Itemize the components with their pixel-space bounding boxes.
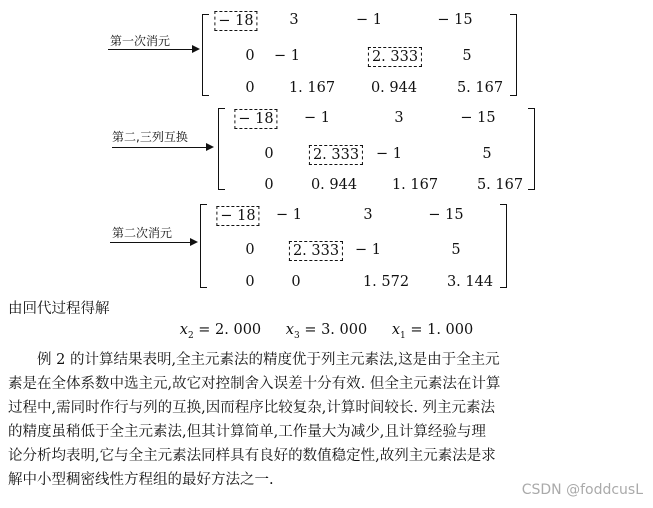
paragraph-line: 论分析均表明,它与全主元素法同样具有良好的数值稳定性,故列主元素法是求 [8, 448, 496, 464]
pivot-cell: 2. 333 [368, 47, 422, 67]
step-label: 第二次消元 [112, 226, 173, 240]
matrix-cell: 0 [245, 274, 255, 290]
arrow-icon [108, 49, 198, 50]
solution-x3: $x_3 = 3$. 000 [285, 322, 368, 341]
pivot-cell: − 18 [216, 206, 259, 226]
pivot-cell: 2. 333 [309, 145, 363, 165]
step-label: 第二,三列互换 [112, 130, 188, 144]
matrix-cell: 0 [245, 48, 255, 64]
matrix-right-bracket [528, 108, 535, 190]
solution-x2: $x_2 = 2$. 000 [179, 322, 262, 341]
matrix-right-bracket [500, 204, 507, 288]
matrix-cell: 1. 167 [288, 80, 336, 96]
explanation-paragraph [8, 348, 638, 492]
arrow-icon [110, 242, 196, 243]
matrix-cell: 3 [363, 207, 373, 223]
matrix-cell: − 1 [276, 207, 302, 223]
matrix-cell: − 1 [304, 110, 330, 126]
paragraph-line: 解中小型稠密线性方程组的最好方法之一. [8, 472, 274, 488]
matrix-cell: − 15 [428, 207, 464, 223]
pivot-cell: − 18 [214, 11, 257, 31]
matrix-cell: − 15 [437, 12, 473, 28]
step-label: 第一次消元 [110, 34, 171, 48]
back-substitution-label: 由回代过程得解 [8, 301, 110, 317]
pivot-cell: 2. 333 [289, 241, 343, 261]
watermark: CSDN @foddcusL [521, 482, 643, 498]
matrix-left-bracket [202, 14, 209, 96]
matrix-left-bracket [200, 204, 207, 288]
matrix-cell: 3 [289, 12, 299, 28]
matrix-cell: 5. 167 [476, 177, 524, 193]
paragraph-line: 素是在全体系数中选主元,故它对控制舍入误差十分有效. 但全主元素法在计算 [8, 376, 501, 392]
pivot-cell: − 18 [234, 109, 277, 129]
matrix-cell: 0 [264, 177, 274, 193]
matrix-cell: 5 [462, 48, 472, 64]
paragraph-line: 过程中,需同时作行与列的互换,因而程序比较复杂,计算时间较长. 列主元素法 [8, 400, 496, 416]
matrix-cell: 1. 572 [362, 274, 410, 290]
matrix-right-bracket [510, 14, 517, 96]
matrix-cell: − 1 [376, 146, 402, 162]
matrix-cell: − 1 [355, 242, 381, 258]
arrow-icon [112, 147, 212, 148]
matrix-cell: − 15 [460, 110, 496, 126]
matrix-cell: 3 [394, 110, 404, 126]
solution-line [0, 322, 653, 341]
matrix-cell: 5 [482, 146, 492, 162]
solution-x1: $x_1 = 1$. 000 [391, 322, 474, 341]
matrix-cell: 0. 944 [310, 177, 358, 193]
matrix-left-bracket [218, 108, 225, 190]
matrix-cell: 3. 144 [446, 274, 494, 290]
matrix-cell: − 1 [274, 48, 300, 64]
matrix-cell: 5 [451, 242, 461, 258]
matrix-cell: − 1 [356, 12, 382, 28]
matrix-cell: 0 [245, 242, 255, 258]
paragraph-line: 例 2 的计算结果表明,全主元素法的精度优于列主元素法,这是由于全主元 [8, 352, 500, 368]
paragraph-line: 的精度虽稍低于全主元素法,但其计算简单,工作量大为减少,且计算经验与理 [8, 424, 486, 440]
matrix-cell: 1. 167 [391, 177, 439, 193]
matrix-cell: 5. 167 [456, 80, 504, 96]
matrix-cell: 0 [245, 80, 255, 96]
matrix-cell: 0 [264, 146, 274, 162]
matrix-cell: 0. 944 [370, 80, 418, 96]
matrix-cell: 0 [291, 274, 301, 290]
